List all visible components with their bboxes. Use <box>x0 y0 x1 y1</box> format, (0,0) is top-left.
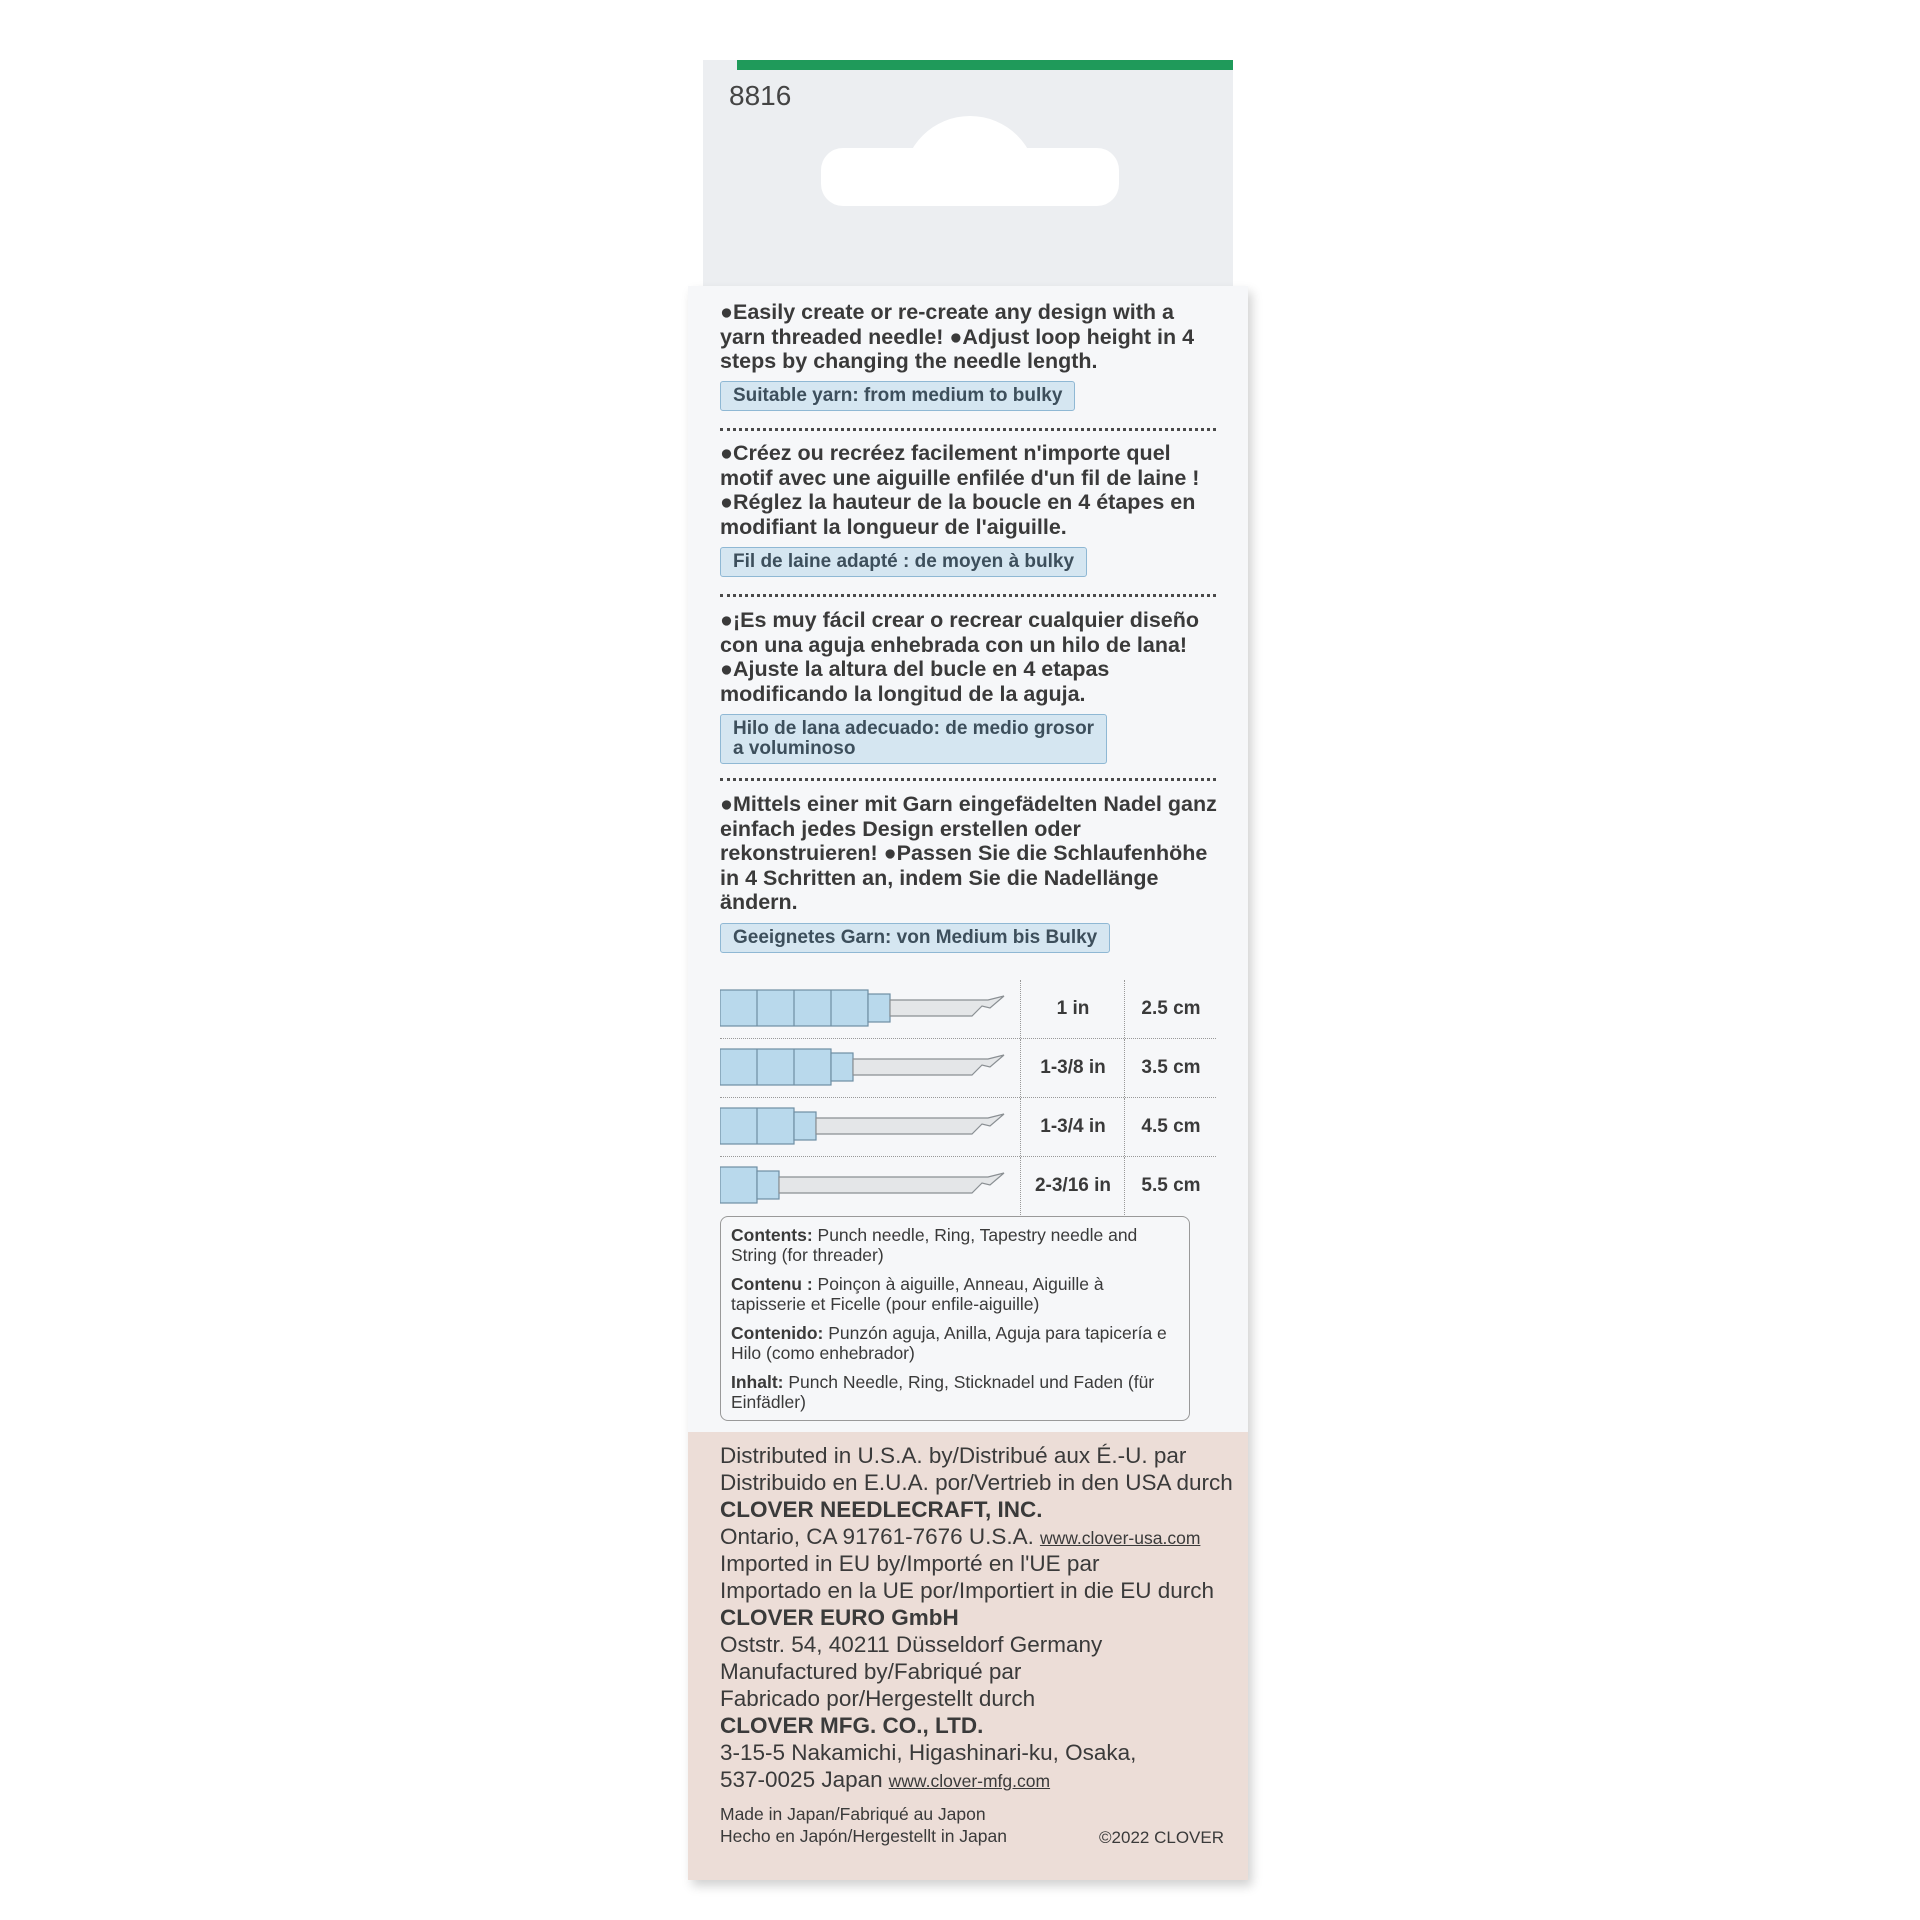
eu-address: Oststr. 54, 40211 Düsseldorf Germany <box>720 1632 1103 1657</box>
length-cm: 2.5 cm <box>1141 998 1201 1019</box>
needle-row <box>720 1157 1216 1215</box>
french-yarn-tag: Fil de laine adapté : de moyen à bulky <box>720 547 1087 577</box>
needle-row <box>720 980 1216 1039</box>
contents-spanish: Contenido: Punzón aguja, Anilla, Aguja para tapicería e Hilo (como enhebrador) <box>731 1323 1167 1363</box>
french-description: ●Créez ou recréez facilement n'importe quel motif avec une aiguille enfilée d'un fil de laine ! ●Réglez la hauteur de la boucle en 4 étapes en modifiant la longueur de l'aiguille. <box>720 441 1200 539</box>
made-in-line2: Hecho en Japón/Hergestellt in Japan <box>720 1826 1007 1846</box>
divider <box>720 594 1216 597</box>
needle-length-table <box>720 980 1216 1215</box>
hang-hole <box>821 148 1119 206</box>
package-back <box>688 286 1248 1880</box>
contents-german: Inhalt: Punch Needle, Ring, Sticknadel und Faden (für Einfädler) <box>731 1372 1155 1412</box>
mfg-address2: 537-0025 Japan <box>720 1767 883 1792</box>
usa-url[interactable]: www.clover-usa.com <box>1039 1528 1201 1548</box>
spanish-yarn-line2: a voluminoso <box>733 738 856 759</box>
contents-french: Contenu : Poinçon à aiguille, Anneau, Aiguille à tapisserie et Ficelle (pour enfile-aiguille) <box>731 1274 1104 1314</box>
needle-icon <box>720 1047 1010 1089</box>
divider <box>720 428 1216 431</box>
usa-address-line <box>720 1523 1200 1552</box>
needle-row <box>720 1039 1216 1098</box>
length-inch: 1-3/4 in <box>1040 1116 1106 1137</box>
hang-tab <box>703 60 1233 300</box>
spanish-yarn-tag <box>720 714 1107 764</box>
copyright: ©2022 CLOVER <box>1099 1828 1224 1847</box>
length-inch: 1 in <box>1056 998 1090 1019</box>
length-cm: 3.5 cm <box>1141 1057 1201 1078</box>
manufactured-line1: Manufactured by/Fabriqué par <box>720 1659 1022 1684</box>
english-yarn-tag: Suitable yarn: from medium to bulky <box>720 381 1075 411</box>
spanish-description: ●¡Es muy fácil crear o recrear cualquier diseño con una aguja enhebrada con un hilo de lana! ●Ajuste la altura del bucle en 4 etapas modificando la longitud de la aguja. <box>720 608 1200 706</box>
eu-imported-line1: Imported in EU by/Importé en l'UE par <box>720 1551 1100 1576</box>
contents-english: Contents: Punch needle, Ring, Tapestry needle and String (for threader) <box>731 1225 1138 1265</box>
mfg-url[interactable]: www.clover-mfg.com <box>888 1771 1051 1791</box>
english-description: ●Easily create or re-create any design with a yarn threaded needle! ●Adjust loop height in 4 steps by changing the needle length. <box>720 300 1195 373</box>
needle-icon <box>720 1106 1010 1148</box>
eu-company: CLOVER EURO GmbH <box>720 1605 959 1630</box>
product-code: 8816 <box>729 80 792 111</box>
usa-distributed-line2: Distribuido en E.U.A. por/Vertrieb in den USA durch <box>720 1470 1233 1495</box>
german-description: ●Mittels einer mit Garn eingefädelten Nadel ganz einfach jedes Design erstellen oder rekonstruieren! ●Passen Sie die Schlaufenhöhe in 4 Schritten an, indem Sie die Nadellänge ändern. <box>720 792 1217 914</box>
needle-icon <box>720 1165 1010 1207</box>
usa-distributed-line1: Distributed in U.S.A. by/Distribué aux É.-U. par <box>720 1443 1187 1468</box>
spanish-yarn-line1: Hilo de lana adecuado: de medio grosor <box>733 718 1095 739</box>
mfg-company: CLOVER MFG. CO., LTD. <box>720 1713 984 1738</box>
manufactured-line2: Fabricado por/Hergestellt durch <box>720 1686 1036 1711</box>
length-inch: 2-3/16 in <box>1034 1175 1112 1196</box>
length-inch: 1-3/8 in <box>1040 1057 1106 1078</box>
distribution-panel <box>688 1432 1248 1880</box>
eu-imported-line2: Importado en la UE por/Importiert in die EU durch <box>720 1578 1214 1603</box>
green-stripe <box>737 60 1233 70</box>
usa-company: CLOVER NEEDLECRAFT, INC. <box>720 1497 1043 1522</box>
needle-row <box>720 1098 1216 1157</box>
divider <box>720 778 1216 781</box>
usa-address: Ontario, CA 91761-7676 U.S.A. <box>720 1524 1034 1549</box>
needle-icon <box>720 988 1010 1030</box>
german-yarn-tag: Geeignetes Garn: von Medium bis Bulky <box>720 923 1110 953</box>
length-cm: 4.5 cm <box>1141 1116 1201 1137</box>
mfg-address-line <box>720 1766 1050 1795</box>
info-panel <box>688 286 1248 1432</box>
contents-box <box>720 1216 1190 1421</box>
length-cm: 5.5 cm <box>1141 1175 1201 1196</box>
made-in-line1: Made in Japan/Fabriqué au Japon <box>720 1804 986 1824</box>
mfg-address1: 3-15-5 Nakamichi, Higashinari-ku, Osaka, <box>720 1740 1137 1765</box>
